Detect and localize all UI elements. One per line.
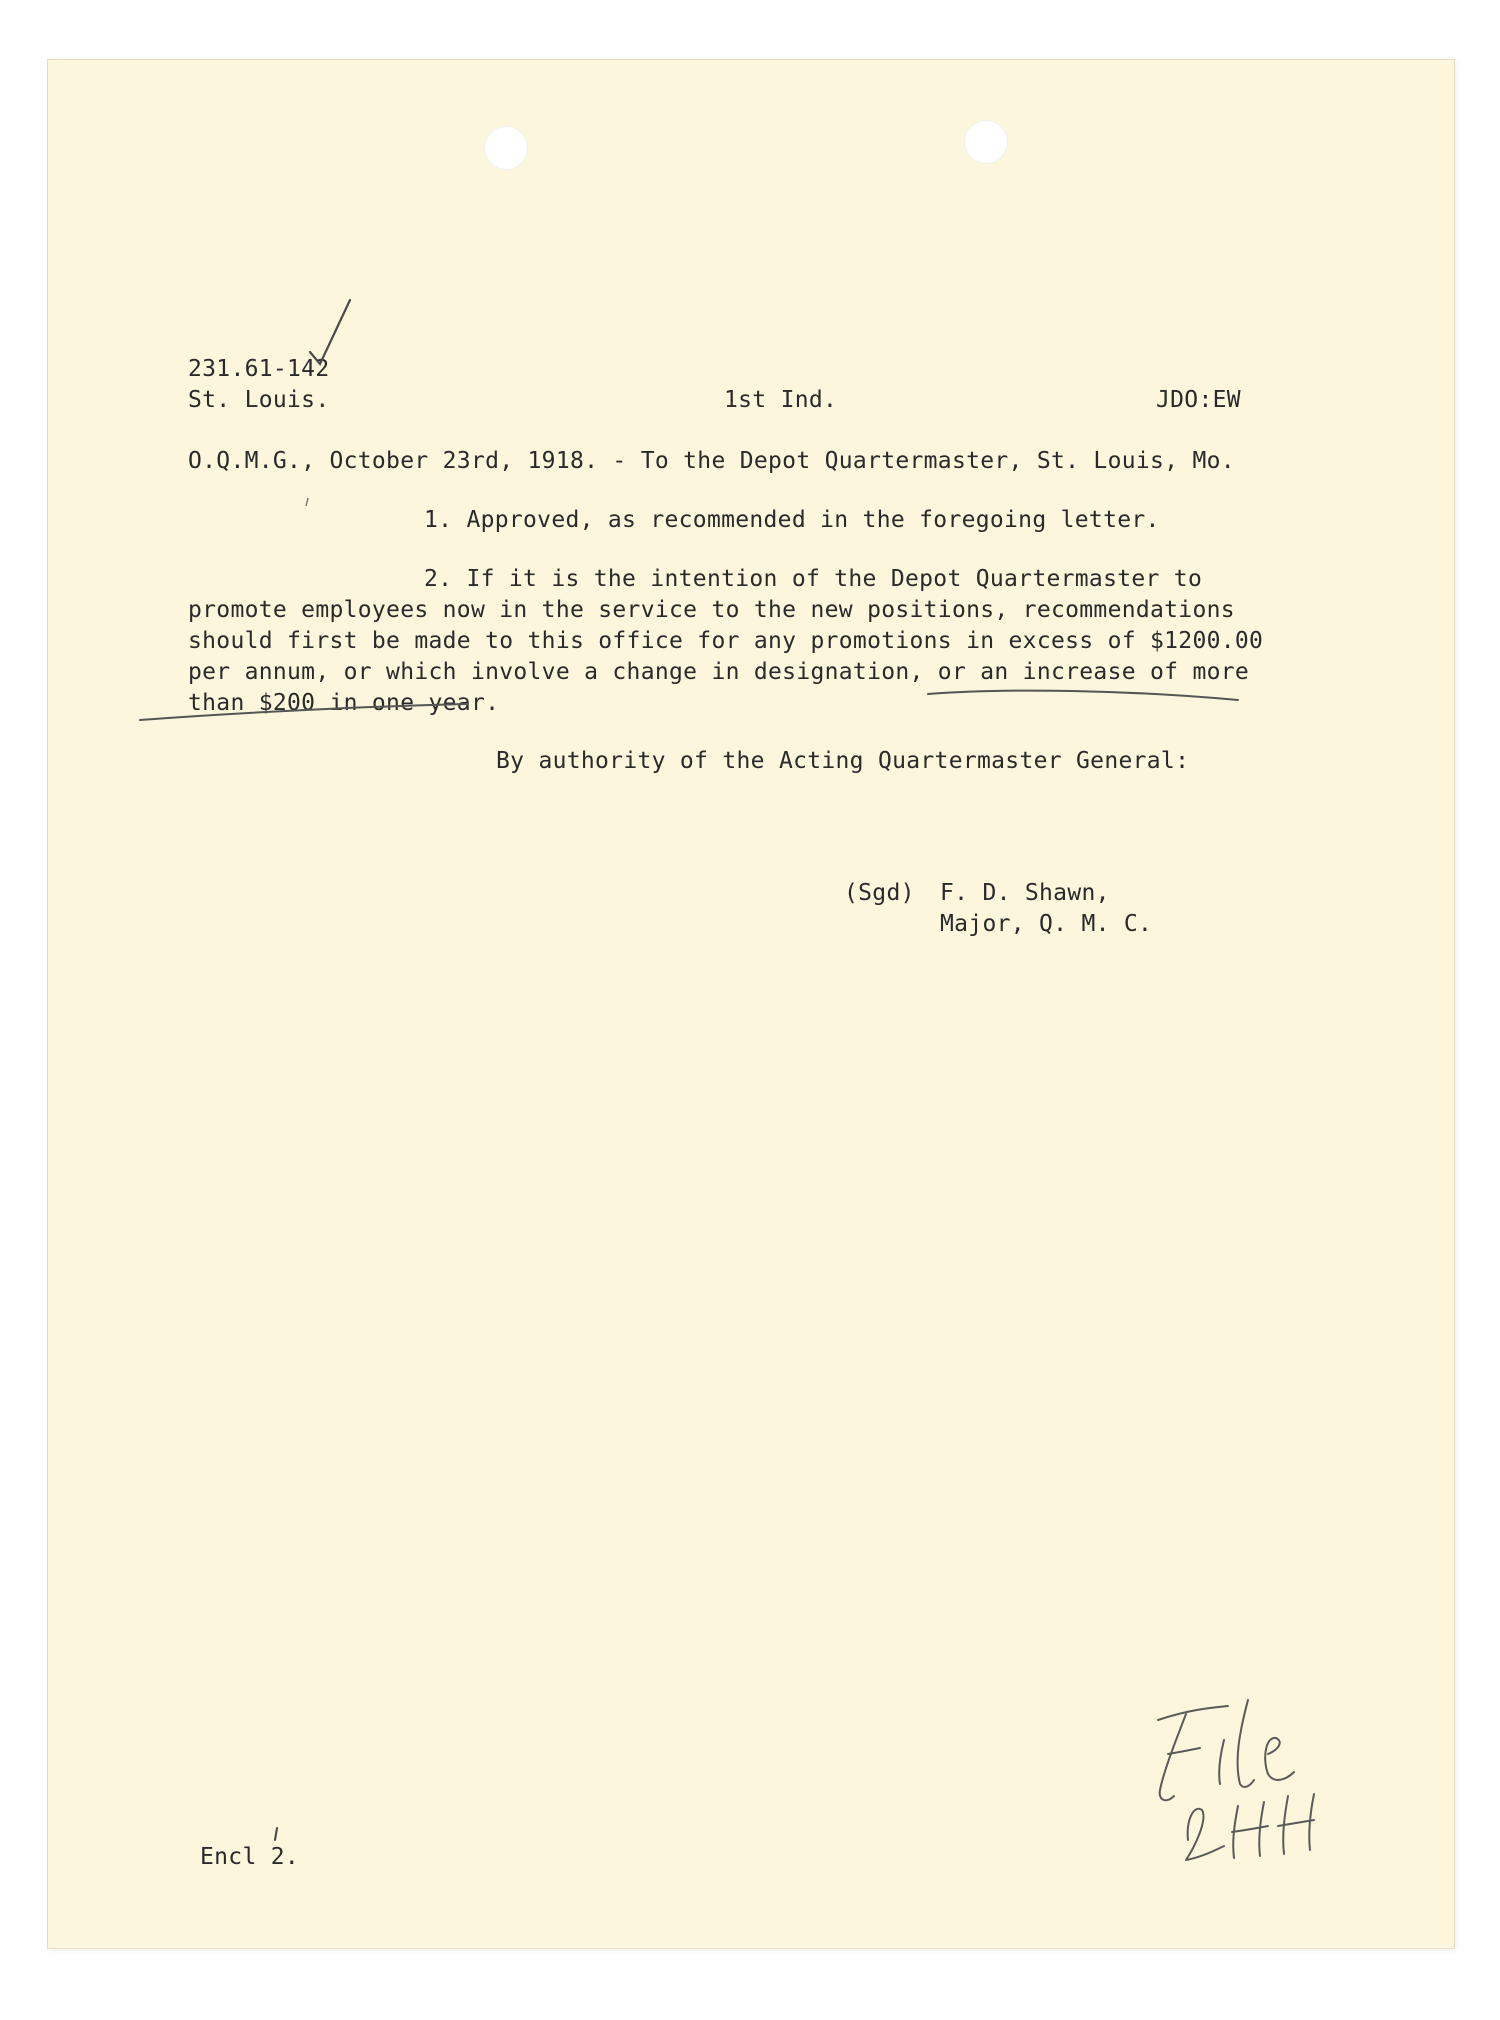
paragraph-2-line-5: than $200 in one year. xyxy=(188,690,500,716)
enclosure-note: Encl 2. xyxy=(200,1844,300,1870)
file-reference: 231.61-142 xyxy=(188,356,330,382)
stray-mark xyxy=(306,498,308,506)
punch-hole-right xyxy=(964,120,1008,164)
paragraph-2-line-2: promote employees now in the service to the new positions, recommendations xyxy=(188,597,1235,623)
signature-sgd: (Sgd) xyxy=(844,880,915,906)
paragraph-2-line-1: 2. If it is the intention of the Depot Quartermaster to xyxy=(424,566,1203,592)
handwritten-file-note xyxy=(1128,1680,1358,1880)
reference-initials: JDO:EW xyxy=(1156,387,1241,413)
indorsement-label: 1st Ind. xyxy=(724,387,838,413)
paragraph-2-line-3: should first be made to this office for any promotions in excess of $1200.00 xyxy=(188,628,1264,654)
dateline: O.Q.M.G., October 23rd, 1918. - To the Depot Quartermaster, St. Louis, Mo. xyxy=(188,448,1235,474)
enclosure-tick-mark xyxy=(275,1828,277,1840)
authority-line: By authority of the Acting Quartermaster General: xyxy=(496,748,1190,774)
signature-title: Major, Q. M. C. xyxy=(940,911,1153,937)
signature-name: F. D. Shawn, xyxy=(940,880,1110,906)
check-mark-icon xyxy=(310,300,350,364)
punch-hole-left xyxy=(484,126,528,170)
underline-increase xyxy=(928,691,1238,700)
pencil-marks xyxy=(48,60,1454,1948)
paragraph-1-line-1: 1. Approved, as recommended in the foregoing letter. xyxy=(424,507,1160,533)
paragraph-2-line-4: per annum, or which involve a change in designation, or an increase of more xyxy=(188,659,1250,685)
place-name: St. Louis. xyxy=(188,387,330,413)
document-page xyxy=(48,60,1454,1948)
